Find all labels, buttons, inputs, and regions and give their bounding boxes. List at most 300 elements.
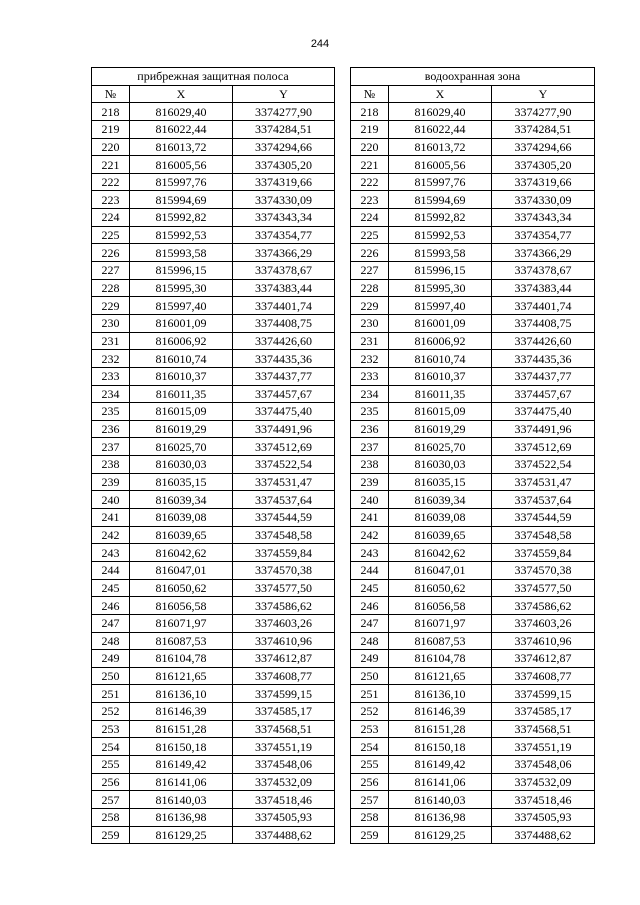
y-coordinate: 3374537,64	[233, 491, 335, 509]
table-row	[351, 314, 595, 332]
y-coordinate: 3374354,77	[492, 226, 595, 244]
table-row	[351, 773, 595, 791]
point-number: 241	[92, 509, 130, 527]
x-coordinate: 816149,42	[389, 755, 492, 773]
table-row	[351, 650, 595, 668]
y-coordinate: 3374577,50	[233, 579, 335, 597]
y-coordinate: 3374343,34	[492, 209, 595, 227]
table-row	[92, 262, 335, 280]
table-row	[351, 579, 595, 597]
y-coordinate: 3374531,47	[492, 473, 595, 491]
table-row	[351, 156, 595, 174]
table-row	[351, 262, 595, 280]
y-coordinate: 3374610,96	[492, 632, 595, 650]
x-coordinate: 816015,09	[130, 403, 233, 421]
y-coordinate: 3374548,58	[492, 526, 595, 544]
table-row	[92, 279, 335, 297]
column-header-number: №	[92, 85, 130, 103]
y-coordinate: 3374330,09	[233, 191, 335, 209]
point-number: 254	[92, 738, 130, 756]
table-row	[351, 103, 595, 121]
y-coordinate: 3374457,67	[233, 385, 335, 403]
table-row	[351, 597, 595, 615]
y-coordinate: 3374284,51	[492, 120, 595, 138]
table-row	[351, 526, 595, 544]
x-coordinate: 816030,03	[130, 456, 233, 474]
point-number: 221	[92, 156, 130, 174]
table-row	[351, 385, 595, 403]
x-coordinate: 816039,34	[389, 491, 492, 509]
y-coordinate: 3374568,51	[233, 720, 335, 738]
table-row	[92, 526, 335, 544]
point-number: 238	[92, 456, 130, 474]
x-coordinate: 816010,37	[130, 367, 233, 385]
x-coordinate: 816022,44	[389, 120, 492, 138]
point-number: 258	[351, 808, 389, 826]
y-coordinate: 3374383,44	[233, 279, 335, 297]
column-header-y: Y	[233, 85, 335, 103]
table-row	[92, 297, 335, 315]
y-coordinate: 3374505,93	[233, 808, 335, 826]
point-number: 234	[351, 385, 389, 403]
point-number: 250	[351, 667, 389, 685]
table-row	[351, 544, 595, 562]
x-coordinate: 816011,35	[130, 385, 233, 403]
y-coordinate: 3374585,17	[233, 703, 335, 721]
point-number: 241	[351, 509, 389, 527]
x-coordinate: 816104,78	[130, 650, 233, 668]
point-number: 224	[92, 209, 130, 227]
x-coordinate: 815997,76	[389, 173, 492, 191]
table-body	[92, 103, 335, 844]
y-coordinate: 3374330,09	[492, 191, 595, 209]
x-coordinate: 816146,39	[130, 703, 233, 721]
x-coordinate: 816136,10	[389, 685, 492, 703]
y-coordinate: 3374277,90	[233, 103, 335, 121]
y-coordinate: 3374294,66	[492, 138, 595, 156]
point-number: 228	[351, 279, 389, 297]
y-coordinate: 3374608,77	[233, 667, 335, 685]
y-coordinate: 3374491,96	[492, 420, 595, 438]
y-coordinate: 3374544,59	[492, 509, 595, 527]
x-coordinate: 816071,97	[130, 614, 233, 632]
point-number: 230	[92, 314, 130, 332]
x-coordinate: 815997,40	[389, 297, 492, 315]
x-coordinate: 815993,58	[389, 244, 492, 262]
column-header-x: X	[130, 85, 233, 103]
point-number: 256	[92, 773, 130, 791]
y-coordinate: 3374531,47	[233, 473, 335, 491]
point-number: 229	[351, 297, 389, 315]
table-row	[351, 297, 595, 315]
x-coordinate: 816140,03	[389, 791, 492, 809]
point-number: 232	[92, 350, 130, 368]
x-coordinate: 816029,40	[130, 103, 233, 121]
point-number: 233	[351, 367, 389, 385]
x-coordinate: 816140,03	[130, 791, 233, 809]
point-number: 235	[351, 403, 389, 421]
point-number: 239	[92, 473, 130, 491]
y-coordinate: 3374568,51	[492, 720, 595, 738]
point-number: 223	[92, 191, 130, 209]
table-row	[92, 755, 335, 773]
x-coordinate: 816005,56	[389, 156, 492, 174]
y-coordinate: 3374586,62	[492, 597, 595, 615]
y-coordinate: 3374548,06	[492, 755, 595, 773]
point-number: 246	[92, 597, 130, 615]
y-coordinate: 3374548,58	[233, 526, 335, 544]
x-coordinate: 816050,62	[130, 579, 233, 597]
y-coordinate: 3374603,26	[233, 614, 335, 632]
table-title: водоохранная зона	[351, 68, 595, 86]
table-row	[351, 120, 595, 138]
table-row	[351, 350, 595, 368]
table-row	[351, 438, 595, 456]
point-number: 239	[351, 473, 389, 491]
table-row	[92, 738, 335, 756]
table-row	[92, 438, 335, 456]
point-number: 244	[92, 561, 130, 579]
y-coordinate: 3374559,84	[492, 544, 595, 562]
x-coordinate: 816136,98	[389, 808, 492, 826]
table-row	[92, 808, 335, 826]
x-coordinate: 816039,08	[389, 509, 492, 527]
point-number: 247	[92, 614, 130, 632]
x-coordinate: 816056,58	[130, 597, 233, 615]
y-coordinate: 3374488,62	[233, 826, 335, 844]
point-number: 236	[351, 420, 389, 438]
point-number: 222	[92, 173, 130, 191]
point-number: 225	[351, 226, 389, 244]
y-coordinate: 3374577,50	[492, 579, 595, 597]
table-row	[92, 385, 335, 403]
y-coordinate: 3374378,67	[233, 262, 335, 280]
point-number: 219	[351, 120, 389, 138]
x-coordinate: 816104,78	[389, 650, 492, 668]
point-number: 246	[351, 597, 389, 615]
point-number: 253	[351, 720, 389, 738]
x-coordinate: 816141,06	[130, 773, 233, 791]
table-row	[351, 279, 595, 297]
x-coordinate: 816001,09	[389, 314, 492, 332]
y-coordinate: 3374599,15	[233, 685, 335, 703]
table-row	[351, 755, 595, 773]
table-row	[351, 226, 595, 244]
x-coordinate: 816035,15	[130, 473, 233, 491]
table-row	[92, 403, 335, 421]
x-coordinate: 816039,65	[130, 526, 233, 544]
table-row	[351, 244, 595, 262]
y-coordinate: 3374475,40	[492, 403, 595, 421]
table-row	[92, 473, 335, 491]
y-coordinate: 3374408,75	[492, 314, 595, 332]
y-coordinate: 3374522,54	[233, 456, 335, 474]
point-number: 245	[351, 579, 389, 597]
x-coordinate: 816013,72	[130, 138, 233, 156]
table-row	[92, 244, 335, 262]
x-coordinate: 815994,69	[389, 191, 492, 209]
x-coordinate: 816035,15	[389, 473, 492, 491]
y-coordinate: 3374586,62	[233, 597, 335, 615]
x-coordinate: 816121,65	[389, 667, 492, 685]
x-coordinate: 816015,09	[389, 403, 492, 421]
table-row	[351, 420, 595, 438]
point-number: 237	[92, 438, 130, 456]
y-coordinate: 3374437,77	[233, 367, 335, 385]
table-row	[92, 614, 335, 632]
y-coordinate: 3374435,36	[492, 350, 595, 368]
y-coordinate: 3374532,09	[492, 773, 595, 791]
point-number: 240	[351, 491, 389, 509]
table-row	[351, 667, 595, 685]
point-number: 249	[351, 650, 389, 668]
x-coordinate: 816087,53	[130, 632, 233, 650]
point-number: 237	[351, 438, 389, 456]
table-row	[92, 773, 335, 791]
table-row	[351, 808, 595, 826]
x-coordinate: 816047,01	[389, 561, 492, 579]
y-coordinate: 3374277,90	[492, 103, 595, 121]
x-coordinate: 816129,25	[130, 826, 233, 844]
table-row	[351, 491, 595, 509]
table-row	[92, 685, 335, 703]
y-coordinate: 3374378,67	[492, 262, 595, 280]
x-coordinate: 816136,98	[130, 808, 233, 826]
table-row	[92, 632, 335, 650]
table-row	[92, 667, 335, 685]
x-coordinate: 816150,18	[130, 738, 233, 756]
point-number: 226	[92, 244, 130, 262]
table-title: прибрежная защитная полоса	[92, 68, 335, 86]
x-coordinate: 816010,74	[389, 350, 492, 368]
point-number: 227	[92, 262, 130, 280]
table-row	[351, 173, 595, 191]
x-coordinate: 815995,30	[130, 279, 233, 297]
y-coordinate: 3374537,64	[492, 491, 595, 509]
y-coordinate: 3374551,19	[233, 738, 335, 756]
table-row	[351, 703, 595, 721]
x-coordinate: 816025,70	[130, 438, 233, 456]
page-number: 244	[310, 38, 330, 50]
y-coordinate: 3374603,26	[492, 614, 595, 632]
point-number: 225	[92, 226, 130, 244]
x-coordinate: 816029,40	[389, 103, 492, 121]
table-row	[351, 403, 595, 421]
y-coordinate: 3374532,09	[233, 773, 335, 791]
y-coordinate: 3374512,69	[492, 438, 595, 456]
x-coordinate: 816006,92	[130, 332, 233, 350]
table-row	[351, 456, 595, 474]
point-number: 231	[351, 332, 389, 350]
x-coordinate: 816006,92	[389, 332, 492, 350]
y-coordinate: 3374366,29	[492, 244, 595, 262]
point-number: 229	[92, 297, 130, 315]
y-coordinate: 3374426,60	[492, 332, 595, 350]
column-header-y: Y	[492, 85, 595, 103]
x-coordinate: 816151,28	[130, 720, 233, 738]
x-coordinate: 815995,30	[389, 279, 492, 297]
table-row	[351, 509, 595, 527]
column-header-x: X	[389, 85, 492, 103]
y-coordinate: 3374343,34	[233, 209, 335, 227]
y-coordinate: 3374612,87	[233, 650, 335, 668]
x-coordinate: 816010,37	[389, 367, 492, 385]
y-coordinate: 3374475,40	[233, 403, 335, 421]
table-row	[351, 614, 595, 632]
table-row	[92, 332, 335, 350]
point-number: 254	[351, 738, 389, 756]
point-number: 242	[92, 526, 130, 544]
y-coordinate: 3374512,69	[233, 438, 335, 456]
point-number: 248	[92, 632, 130, 650]
table-row	[351, 632, 595, 650]
y-coordinate: 3374544,59	[233, 509, 335, 527]
table-row	[351, 473, 595, 491]
table-row	[351, 720, 595, 738]
point-number: 244	[351, 561, 389, 579]
point-number: 218	[92, 103, 130, 121]
table-row	[92, 791, 335, 809]
x-coordinate: 816151,28	[389, 720, 492, 738]
point-number: 256	[351, 773, 389, 791]
point-number: 249	[92, 650, 130, 668]
table-row	[92, 367, 335, 385]
x-coordinate: 816039,08	[130, 509, 233, 527]
table-row	[92, 650, 335, 668]
table-row	[92, 226, 335, 244]
x-coordinate: 816042,62	[389, 544, 492, 562]
x-coordinate: 815997,76	[130, 173, 233, 191]
x-coordinate: 816150,18	[389, 738, 492, 756]
x-coordinate: 816013,72	[389, 138, 492, 156]
table-row	[351, 367, 595, 385]
point-number: 243	[92, 544, 130, 562]
table-row	[351, 685, 595, 703]
coastal-protection-strip-table	[91, 67, 335, 844]
point-number: 255	[92, 755, 130, 773]
y-coordinate: 3374612,87	[492, 650, 595, 668]
x-coordinate: 815993,58	[130, 244, 233, 262]
point-number: 220	[351, 138, 389, 156]
y-coordinate: 3374608,77	[492, 667, 595, 685]
x-coordinate: 816149,42	[130, 755, 233, 773]
y-coordinate: 3374551,19	[492, 738, 595, 756]
y-coordinate: 3374354,77	[233, 226, 335, 244]
table-row	[92, 314, 335, 332]
y-coordinate: 3374284,51	[233, 120, 335, 138]
x-coordinate: 816087,53	[389, 632, 492, 650]
y-coordinate: 3374319,66	[492, 173, 595, 191]
x-coordinate: 816047,01	[130, 561, 233, 579]
point-number: 251	[351, 685, 389, 703]
point-number: 257	[92, 791, 130, 809]
x-coordinate: 816005,56	[130, 156, 233, 174]
point-number: 251	[92, 685, 130, 703]
point-number: 224	[351, 209, 389, 227]
point-number: 220	[92, 138, 130, 156]
table-row	[351, 791, 595, 809]
table-row	[92, 703, 335, 721]
x-coordinate: 816129,25	[389, 826, 492, 844]
point-number: 255	[351, 755, 389, 773]
table-row	[351, 209, 595, 227]
y-coordinate: 3374437,77	[492, 367, 595, 385]
table-row	[92, 173, 335, 191]
table-row	[92, 191, 335, 209]
point-number: 245	[92, 579, 130, 597]
y-coordinate: 3374457,67	[492, 385, 595, 403]
y-coordinate: 3374305,20	[233, 156, 335, 174]
point-number: 247	[351, 614, 389, 632]
y-coordinate: 3374559,84	[233, 544, 335, 562]
point-number: 236	[92, 420, 130, 438]
point-number: 218	[351, 103, 389, 121]
table-row	[92, 420, 335, 438]
x-coordinate: 815997,40	[130, 297, 233, 315]
point-number: 243	[351, 544, 389, 562]
x-coordinate: 815992,53	[130, 226, 233, 244]
x-coordinate: 815992,82	[389, 209, 492, 227]
y-coordinate: 3374305,20	[492, 156, 595, 174]
table-row	[92, 509, 335, 527]
y-coordinate: 3374401,74	[233, 297, 335, 315]
table-row	[92, 544, 335, 562]
y-coordinate: 3374408,75	[233, 314, 335, 332]
point-number: 222	[351, 173, 389, 191]
x-coordinate: 816121,65	[130, 667, 233, 685]
table-row	[351, 191, 595, 209]
water-protection-zone-table	[350, 67, 595, 844]
x-coordinate: 815994,69	[130, 191, 233, 209]
y-coordinate: 3374366,29	[233, 244, 335, 262]
point-number: 257	[351, 791, 389, 809]
x-coordinate: 816039,34	[130, 491, 233, 509]
x-coordinate: 816030,03	[389, 456, 492, 474]
y-coordinate: 3374518,46	[492, 791, 595, 809]
table-row	[351, 826, 595, 844]
x-coordinate: 816056,58	[389, 597, 492, 615]
y-coordinate: 3374570,38	[492, 561, 595, 579]
table-row	[351, 332, 595, 350]
x-coordinate: 816042,62	[130, 544, 233, 562]
y-coordinate: 3374610,96	[233, 632, 335, 650]
x-coordinate: 816146,39	[389, 703, 492, 721]
x-coordinate: 816001,09	[130, 314, 233, 332]
x-coordinate: 815996,15	[389, 262, 492, 280]
x-coordinate: 816011,35	[389, 385, 492, 403]
point-number: 252	[92, 703, 130, 721]
point-number: 223	[351, 191, 389, 209]
table-row	[92, 120, 335, 138]
table-row	[351, 138, 595, 156]
x-coordinate: 816071,97	[389, 614, 492, 632]
table-row	[92, 456, 335, 474]
table-row	[92, 579, 335, 597]
y-coordinate: 3374383,44	[492, 279, 595, 297]
point-number: 228	[92, 279, 130, 297]
point-number: 219	[92, 120, 130, 138]
y-coordinate: 3374488,62	[492, 826, 595, 844]
y-coordinate: 3374426,60	[233, 332, 335, 350]
y-coordinate: 3374319,66	[233, 173, 335, 191]
x-coordinate: 816039,65	[389, 526, 492, 544]
point-number: 248	[351, 632, 389, 650]
point-number: 234	[92, 385, 130, 403]
table-row	[92, 561, 335, 579]
y-coordinate: 3374518,46	[233, 791, 335, 809]
table-row	[92, 826, 335, 844]
point-number: 252	[351, 703, 389, 721]
